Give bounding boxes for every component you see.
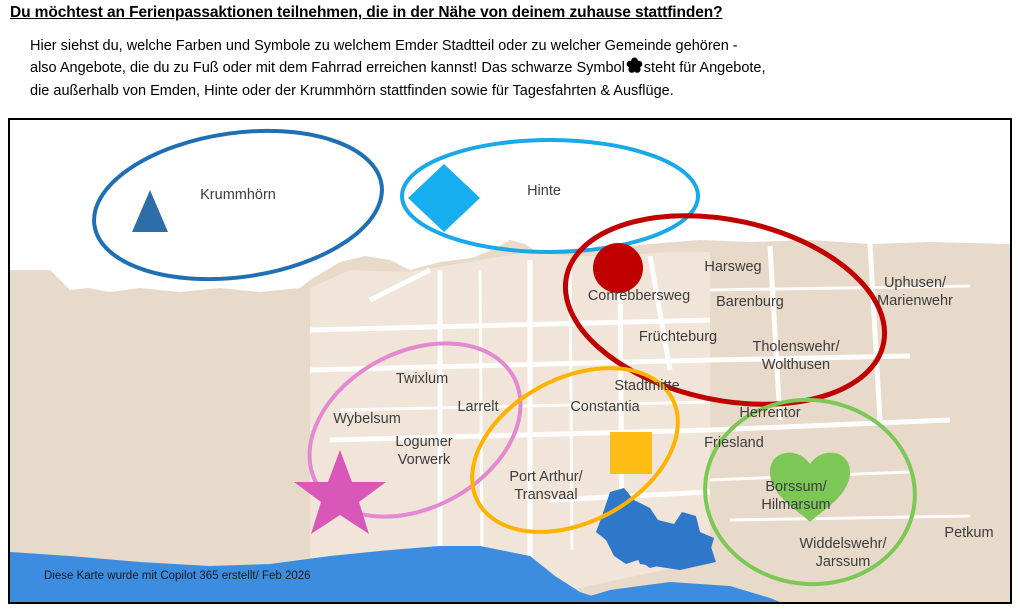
map-label-wolthusen: Wolthusen <box>761 357 831 373</box>
intro-line-1: Hier siehst du, welche Farben und Symbole zu welchem Emder Stadtteil oder zu welcher Gemeinde gehören - <box>30 38 738 54</box>
intro-paragraph <box>30 36 1005 102</box>
map-label-transvaal: Transvaal <box>514 487 578 503</box>
map-label-constantia: Constantia <box>570 399 640 415</box>
page-title: Du möchtest an Ferienpassaktionen teilnehmen, die in der Nähe von deinem zuhause stattfinden? <box>10 4 723 21</box>
map-label-fruechteburg: Früchteburg <box>638 329 718 345</box>
map-label-barenburg: Barenburg <box>716 294 784 310</box>
map-label-port-arthur: Port Arthur/ <box>509 469 583 485</box>
map-label-wybelsum: Wybelsum <box>333 411 401 427</box>
map-label-hilmarsum: Hilmarsum <box>761 497 831 513</box>
map-label-marienwehr: Marienwehr <box>877 293 953 309</box>
map-label-logumer: Logumer <box>395 434 453 450</box>
map-label-widdelswehr: Widdelswehr/ <box>799 536 887 552</box>
intro-line-2a: also Angebote, die du zu Fuß oder mit dem Fahrrad erreichen kannst! Das schwarze Symbol <box>30 60 625 76</box>
map-label-friesland: Friesland <box>704 435 764 451</box>
flower-icon <box>626 57 643 81</box>
circle-symbol-conrebbersweg <box>593 243 643 293</box>
square-symbol-stadtmitte <box>610 432 652 474</box>
map-label-krummhoern: Krummhörn <box>200 187 276 203</box>
map-label-hinte: Hinte <box>527 183 561 199</box>
map-credit: Diese Karte wurde mit Copilot 365 erstellt/ Feb 2026 <box>44 570 311 582</box>
intro-line-2b: steht für Angebote, <box>643 60 766 76</box>
map-container[interactable] <box>8 118 1012 604</box>
map-label-vorwerk: Vorwerk <box>397 452 451 468</box>
map-graphic <box>10 120 1010 602</box>
map-label-jarssum: Jarssum <box>815 554 871 570</box>
intro-line-3: die außerhalb von Emden, Hinte oder der Krummhörn stattfinden sowie für Tagesfahrten & Ausflüge. <box>30 83 674 99</box>
map-label-tholenswehr: Tholenswehr/ <box>752 339 840 355</box>
map-label-uphusen: Uphusen/ <box>883 275 947 291</box>
map-label-larrelt: Larrelt <box>457 399 499 415</box>
map-label-conrebbersweg: Conrebbersweg <box>587 288 691 304</box>
map-label-borssum: Borssum/ <box>765 479 827 495</box>
map-label-harsweg: Harsweg <box>704 259 762 275</box>
map-label-herrentor: Herrentor <box>739 405 801 421</box>
map-label-twixlum: Twixlum <box>395 371 449 387</box>
map-label-petkum: Petkum <box>944 525 994 541</box>
map-label-stadtmitte: Stadtmitte <box>614 378 680 394</box>
